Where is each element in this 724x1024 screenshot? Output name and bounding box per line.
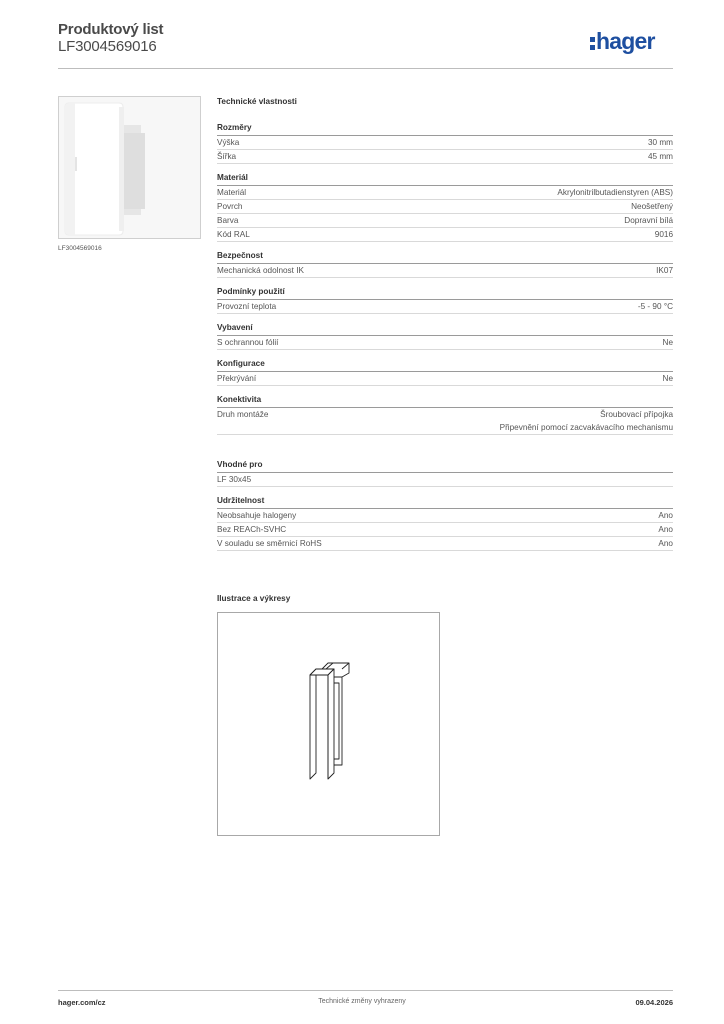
spec-section-heading: Rozměry: [217, 122, 673, 136]
spec-label: V souladu se směrnicí RoHS: [217, 539, 322, 548]
spec-row: [217, 186, 673, 200]
spec-section-heading: Vybavení: [217, 322, 673, 336]
spec-label: Bez REACh-SVHC: [217, 525, 287, 534]
spec-value-line: 30 mm: [647, 138, 673, 147]
spec-section-heading: Materiál: [217, 172, 673, 186]
spec-section: [217, 172, 673, 242]
spec-value: [631, 200, 673, 213]
spec-label: Provozní teplota: [217, 302, 277, 311]
spec-sections: [217, 122, 673, 551]
spec-row: [217, 537, 673, 551]
logo-dots-icon: [590, 36, 595, 50]
footer-date: 09.04.2026: [635, 998, 673, 1007]
spec-value: [663, 372, 673, 385]
spec-row: [217, 473, 673, 487]
page-title: Produktový list: [58, 21, 164, 38]
spec-value: [500, 408, 673, 434]
spec-value-line: 45 mm: [647, 152, 673, 161]
spec-label: Materiál: [217, 188, 247, 197]
spec-value: [557, 186, 673, 199]
spec-value: [656, 264, 673, 277]
spec-row: [217, 150, 673, 164]
spec-row: [217, 136, 673, 150]
spec-row: [217, 523, 673, 537]
spec-section: [217, 286, 673, 314]
spec-value-line: -5 - 90 °C: [637, 302, 673, 311]
footer-website: hager.com/cz: [58, 998, 106, 1007]
spec-value: [648, 150, 673, 163]
spec-label: Mechanická odolnost IK: [217, 266, 304, 275]
spec-label: Povrch: [217, 202, 243, 211]
hager-logo: [590, 28, 655, 55]
spec-section: [217, 495, 673, 551]
spec-value: [658, 509, 673, 522]
spec-value-line: Akrylonitrilbutadienstyren (ABS): [557, 188, 673, 197]
spec-section-heading: Konektivita: [217, 394, 673, 408]
footer-divider: [58, 990, 673, 991]
spec-value: [658, 537, 673, 550]
technical-properties-title: Technické vlastnosti: [217, 97, 297, 106]
spec-value-line: Ne: [662, 374, 673, 383]
spec-value: [648, 136, 673, 149]
spec-section-heading: Udržitelnost: [217, 495, 673, 509]
spec-value: [663, 336, 673, 349]
spec-section: [217, 459, 673, 487]
spec-value: [638, 300, 673, 313]
spec-row: [217, 300, 673, 314]
spec-row: [217, 372, 673, 386]
spec-row: [217, 336, 673, 350]
logo-text: hager: [596, 28, 655, 54]
spec-label: Neobsahuje halogeny: [217, 511, 297, 520]
spec-section-heading: Konfigurace: [217, 358, 673, 372]
spec-row: [217, 408, 673, 435]
spec-section-heading: Vhodné pro: [217, 459, 673, 473]
spec-section: [217, 394, 673, 435]
spec-value: [658, 523, 673, 536]
header-divider: [58, 68, 673, 69]
spec-section: [217, 358, 673, 386]
spec-value-line: 9016: [654, 230, 673, 239]
product-photo-caption: LF3004569016: [58, 245, 102, 252]
spec-row: [217, 214, 673, 228]
spec-row: [217, 228, 673, 242]
footer-notice: Technické změny vyhrazeny: [318, 998, 406, 1005]
technical-properties: [217, 96, 673, 559]
spec-label: Barva: [217, 216, 239, 225]
spec-value-line: Ne: [662, 338, 673, 347]
spec-label: Šířka: [217, 152, 237, 161]
spec-value: [655, 228, 673, 241]
spec-section: [217, 322, 673, 350]
spec-value-line: Ano: [658, 511, 673, 520]
spec-section: [217, 122, 673, 164]
spec-label: Výška: [217, 138, 240, 147]
spec-label: S ochrannou fólií: [217, 338, 279, 347]
spec-row: [217, 200, 673, 214]
product-photo-illustration: [59, 97, 200, 238]
spec-row: [217, 264, 673, 278]
spec-value-line: Dopravní bílá: [624, 216, 673, 225]
product-code: LF3004569016: [58, 38, 157, 55]
spec-value-line: Šroubovací přípojka: [600, 410, 673, 419]
spec-value-line: Ano: [658, 539, 673, 548]
spec-value-line: Připevnění pomocí zacvakávacího mechanismu: [499, 423, 673, 432]
spec-value-line: IK07: [656, 266, 673, 275]
spec-row: [217, 509, 673, 523]
spec-label: Kód RAL: [217, 230, 250, 239]
spec-label: Překrývání: [217, 374, 257, 383]
spec-section-heading: Bezpečnost: [217, 250, 673, 264]
illustrations-title: Ilustrace a výkresy: [217, 594, 291, 603]
spec-section: [217, 250, 673, 278]
spec-label: LF 30x45: [217, 475, 252, 484]
product-photo: [58, 96, 201, 239]
spec-value: [624, 214, 673, 227]
section-spacer: [217, 443, 673, 459]
spec-value-line: Neošetřený: [631, 202, 673, 211]
spec-section-heading: Podmínky použití: [217, 286, 673, 300]
spec-label: Druh montáže: [217, 410, 269, 419]
spec-value-line: Ano: [658, 525, 673, 534]
technical-drawing-illustration: [218, 613, 439, 835]
technical-drawing: [217, 612, 440, 836]
